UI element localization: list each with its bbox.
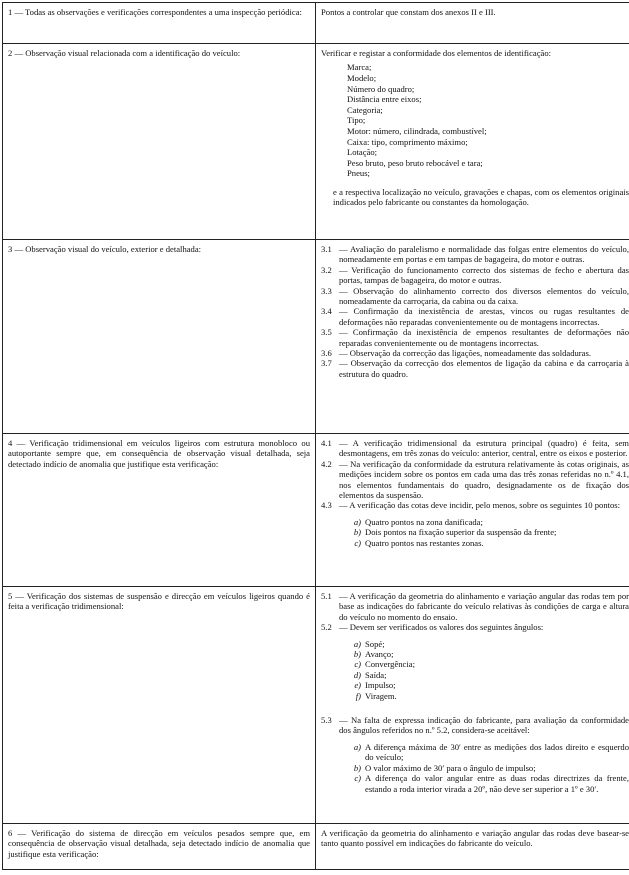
row6-left: 6 — Verificação do sistema de direcção em veículos pesados sempre que, em consequência de observação visual detalhada, seja detectado indício de anomalia que justifique esta verificação:: [3, 824, 316, 870]
point-text: — Observação da correcção das ligações, nomeadamente das soldaduras.: [339, 348, 591, 359]
item-letter: a): [353, 638, 361, 649]
item-text: Dois pontos na fixação superior da suspensão da frente;: [365, 527, 557, 538]
list-item: [343, 670, 629, 680]
row2-left-text: 2 — Observação visual relacionada com a identificação do veículo:: [8, 48, 241, 58]
point-number: 3.7: [321, 358, 332, 369]
list-item: Modelo;: [347, 73, 377, 83]
point-number: 3.4: [321, 306, 332, 317]
point-number: 5.2: [321, 622, 332, 633]
point-text: — Verificação do funcionamento correcto dos sistemas de fecho e abertura das portas, tampas de bagageira, do motor e outras.: [339, 264, 629, 286]
row2-right: [316, 44, 629, 240]
row4-right: [316, 434, 629, 587]
item-text: A diferença máxima de 30′ entre as medições dos lados direito e esquerdo do veículo;: [365, 741, 629, 763]
item-letter: a): [353, 516, 361, 527]
point-text: — Observação do alinhamento correcto dos diversos elementos do veículo, nomeadamente da carroçaria, da cabina ou da caixa.: [339, 285, 629, 307]
point-text: — A verificação tridimensional da estrutura principal (quadro) é feita, sem desmontagens, em três zonas do veículo: anterior, central, entre os eixos e posterior.: [339, 438, 629, 459]
point-number: 3.1: [321, 244, 332, 254]
point-text: — Confirmação da inexistência de arestas, vincos ou rugas resultantes de deformações não reparadas convenientemente ou de montagens incorrectas.: [339, 306, 629, 327]
list-item: [343, 538, 629, 548]
list-item: Categoria;: [347, 104, 383, 115]
table-row: [3, 587, 629, 824]
list-item: Lotação;: [347, 147, 378, 158]
point-number: 3.3: [321, 285, 332, 296]
row5-left: 5 — Verificação dos sistemas de suspensão e direcção em veículos ligeiros quando é feita a verificação tridimensional:: [3, 587, 316, 824]
list-item: [343, 649, 629, 659]
list-item: [343, 680, 629, 690]
point-number: 4.1: [321, 438, 332, 448]
item-letter: c): [354, 773, 361, 784]
tolerances-list: [321, 742, 629, 794]
item-letter: f): [355, 690, 361, 701]
row1-left: 1 — Todas as observações e verificações correspondentes a uma inspecção periódica:: [3, 3, 316, 44]
point-5-2: [321, 622, 629, 632]
point-number: 3.6: [321, 348, 332, 359]
row4-left: 4 — Verificação tridimensional em veículos ligeiros com estrutura monobloco ou autoportante sempre que, em consequência de observação visual detalhada, seja detectado indício de anomalia que justifique esta verificação:: [3, 434, 316, 587]
row2-left: [3, 44, 316, 240]
point-text: — Na verificação da conformidade da estrutura relativamente às cotas originais, as medições incidem sobre os pontos em cada uma das três zonas referidas no n.º 4.1, nos elementos fundamentais do quadro, designadamente os de fixação dos elementos da suspensão.: [339, 458, 629, 501]
point-3-6: [321, 348, 629, 358]
point-3-2: [321, 265, 629, 286]
point-number: 5.1: [321, 591, 332, 601]
list-item: Número do quadro;: [347, 83, 415, 94]
point-3-3: [321, 286, 629, 307]
item-text: Sopé;: [365, 638, 385, 649]
point-text: — Avaliação do paralelismo e normalidade das folgas entre elementos do veículo, nomeadamente em portas e em tampas de bagageira, do motor e outras.: [339, 244, 629, 265]
point-number: 3.2: [321, 264, 332, 275]
point-text: — Na falta de expressa indicação do fabricante, para avaliação da conformidade dos ângulos referidos no n.º 5.2, considera-se aceitável:: [339, 715, 629, 736]
point-4-2: [321, 459, 629, 501]
measurement-points-list: [321, 517, 629, 548]
point-5-3: [321, 715, 629, 736]
row2-intro: Verificar e registar a conformidade dos elementos de identificação:: [321, 48, 552, 58]
list-item: [343, 773, 629, 794]
item-letter: b): [353, 762, 361, 773]
point-text: — A verificação das cotas deve incidir, pelo menos, sobre os seguintes 10 pontos:: [339, 500, 621, 511]
item-text: Convergência;: [365, 659, 415, 670]
item-letter: a): [353, 741, 361, 752]
item-text: Viragem.: [365, 690, 397, 701]
point-number: 3.5: [321, 327, 332, 338]
list-item: [343, 517, 629, 527]
point-5-1: [321, 591, 629, 622]
item-text: Quatro pontos nas restantes zonas.: [365, 537, 484, 548]
point-text: — Observação da correcção dos elementos de ligação da cabina e da carroçaria à estrutura do quadro.: [339, 358, 629, 379]
table-row: [3, 44, 629, 240]
table-row: [3, 240, 629, 434]
item-letter: c): [354, 659, 361, 670]
list-item: Marca;: [347, 62, 372, 73]
item-letter: d): [353, 669, 361, 680]
point-4-1: [321, 438, 629, 459]
list-item: [343, 691, 629, 701]
point-number: 4.2: [321, 458, 332, 469]
list-item: Caixa: tipo, comprimento máximo;: [347, 136, 468, 147]
point-text: — Devem ser verificados os valores dos seguintes ângulos:: [339, 622, 544, 633]
row1-right: Pontos a controlar que constam dos anexos II e III.: [316, 3, 629, 44]
row6-right: A verificação da geometria do alinhamento e variação angular das rodas deve basear-se tanto quanto possível em indicações do fabricante do veículo.: [316, 824, 629, 870]
item-text: Quatro pontos na zona danificada;: [365, 516, 483, 527]
table-row: [3, 3, 629, 44]
item-letter: e): [354, 680, 361, 691]
list-item: Motor: número, cilindrada, combustível;: [347, 125, 487, 136]
list-item: Pneus;: [347, 168, 370, 179]
list-item: [343, 659, 629, 669]
item-text: Impulso;: [365, 680, 396, 691]
point-4-3: [321, 500, 629, 510]
list-item: [343, 763, 629, 773]
list-item: Distância entre eixos;: [347, 94, 422, 105]
point-3-4: [321, 306, 629, 327]
list-item: [343, 639, 629, 649]
point-number: 5.3: [321, 715, 332, 726]
table-row: [3, 824, 629, 870]
item-text: O valor máximo de 30′ para o ângulo de impulso;: [365, 762, 536, 773]
point-3-1: [321, 244, 629, 265]
list-item: [343, 527, 629, 537]
row5-right: [316, 587, 629, 824]
row3-left: 3 — Observação visual do veículo, exterior e detalhada:: [3, 240, 316, 434]
list-item: Tipo;: [347, 115, 366, 126]
item-letter: c): [354, 537, 361, 548]
spacer: [321, 707, 629, 715]
item-letter: b): [353, 527, 361, 538]
item-text: A diferença do valor angular entre as duas rodas directrizes da frente, estando a roda interior virada a 20º, não deve ser superior a 1º e 30′.: [365, 773, 629, 794]
identification-elements-list: [321, 62, 629, 179]
point-3-7: [321, 358, 629, 379]
item-text: Avanço;: [365, 649, 394, 660]
table-row: [3, 434, 629, 587]
row2-outro: e a respectiva localização no veículo, gravações e chapas, com os elementos originais indicados pelo fabricante ou constantes da homologação.: [333, 186, 629, 208]
angles-list: [321, 639, 629, 701]
inspection-table: [2, 2, 629, 870]
point-3-5: [321, 327, 629, 348]
item-text: Saída;: [365, 669, 387, 680]
point-text: — Confirmação da inexistência de empenos resultantes de deformações não reparadas convenientemente ou de montagens incorrectas.: [339, 327, 629, 348]
list-item: [343, 742, 629, 763]
item-letter: b): [353, 649, 361, 660]
point-text: — A verificação da geometria do alinhamento e variação angular das rodas tem por base as indicações do fabricante do veículo relativas às condições de carga e altura do veículo no momento do ensaio.: [339, 591, 629, 622]
point-number: 4.3: [321, 500, 332, 511]
list-item: Peso bruto, peso bruto rebocável e tara;: [347, 157, 483, 168]
row3-right: [316, 240, 629, 434]
